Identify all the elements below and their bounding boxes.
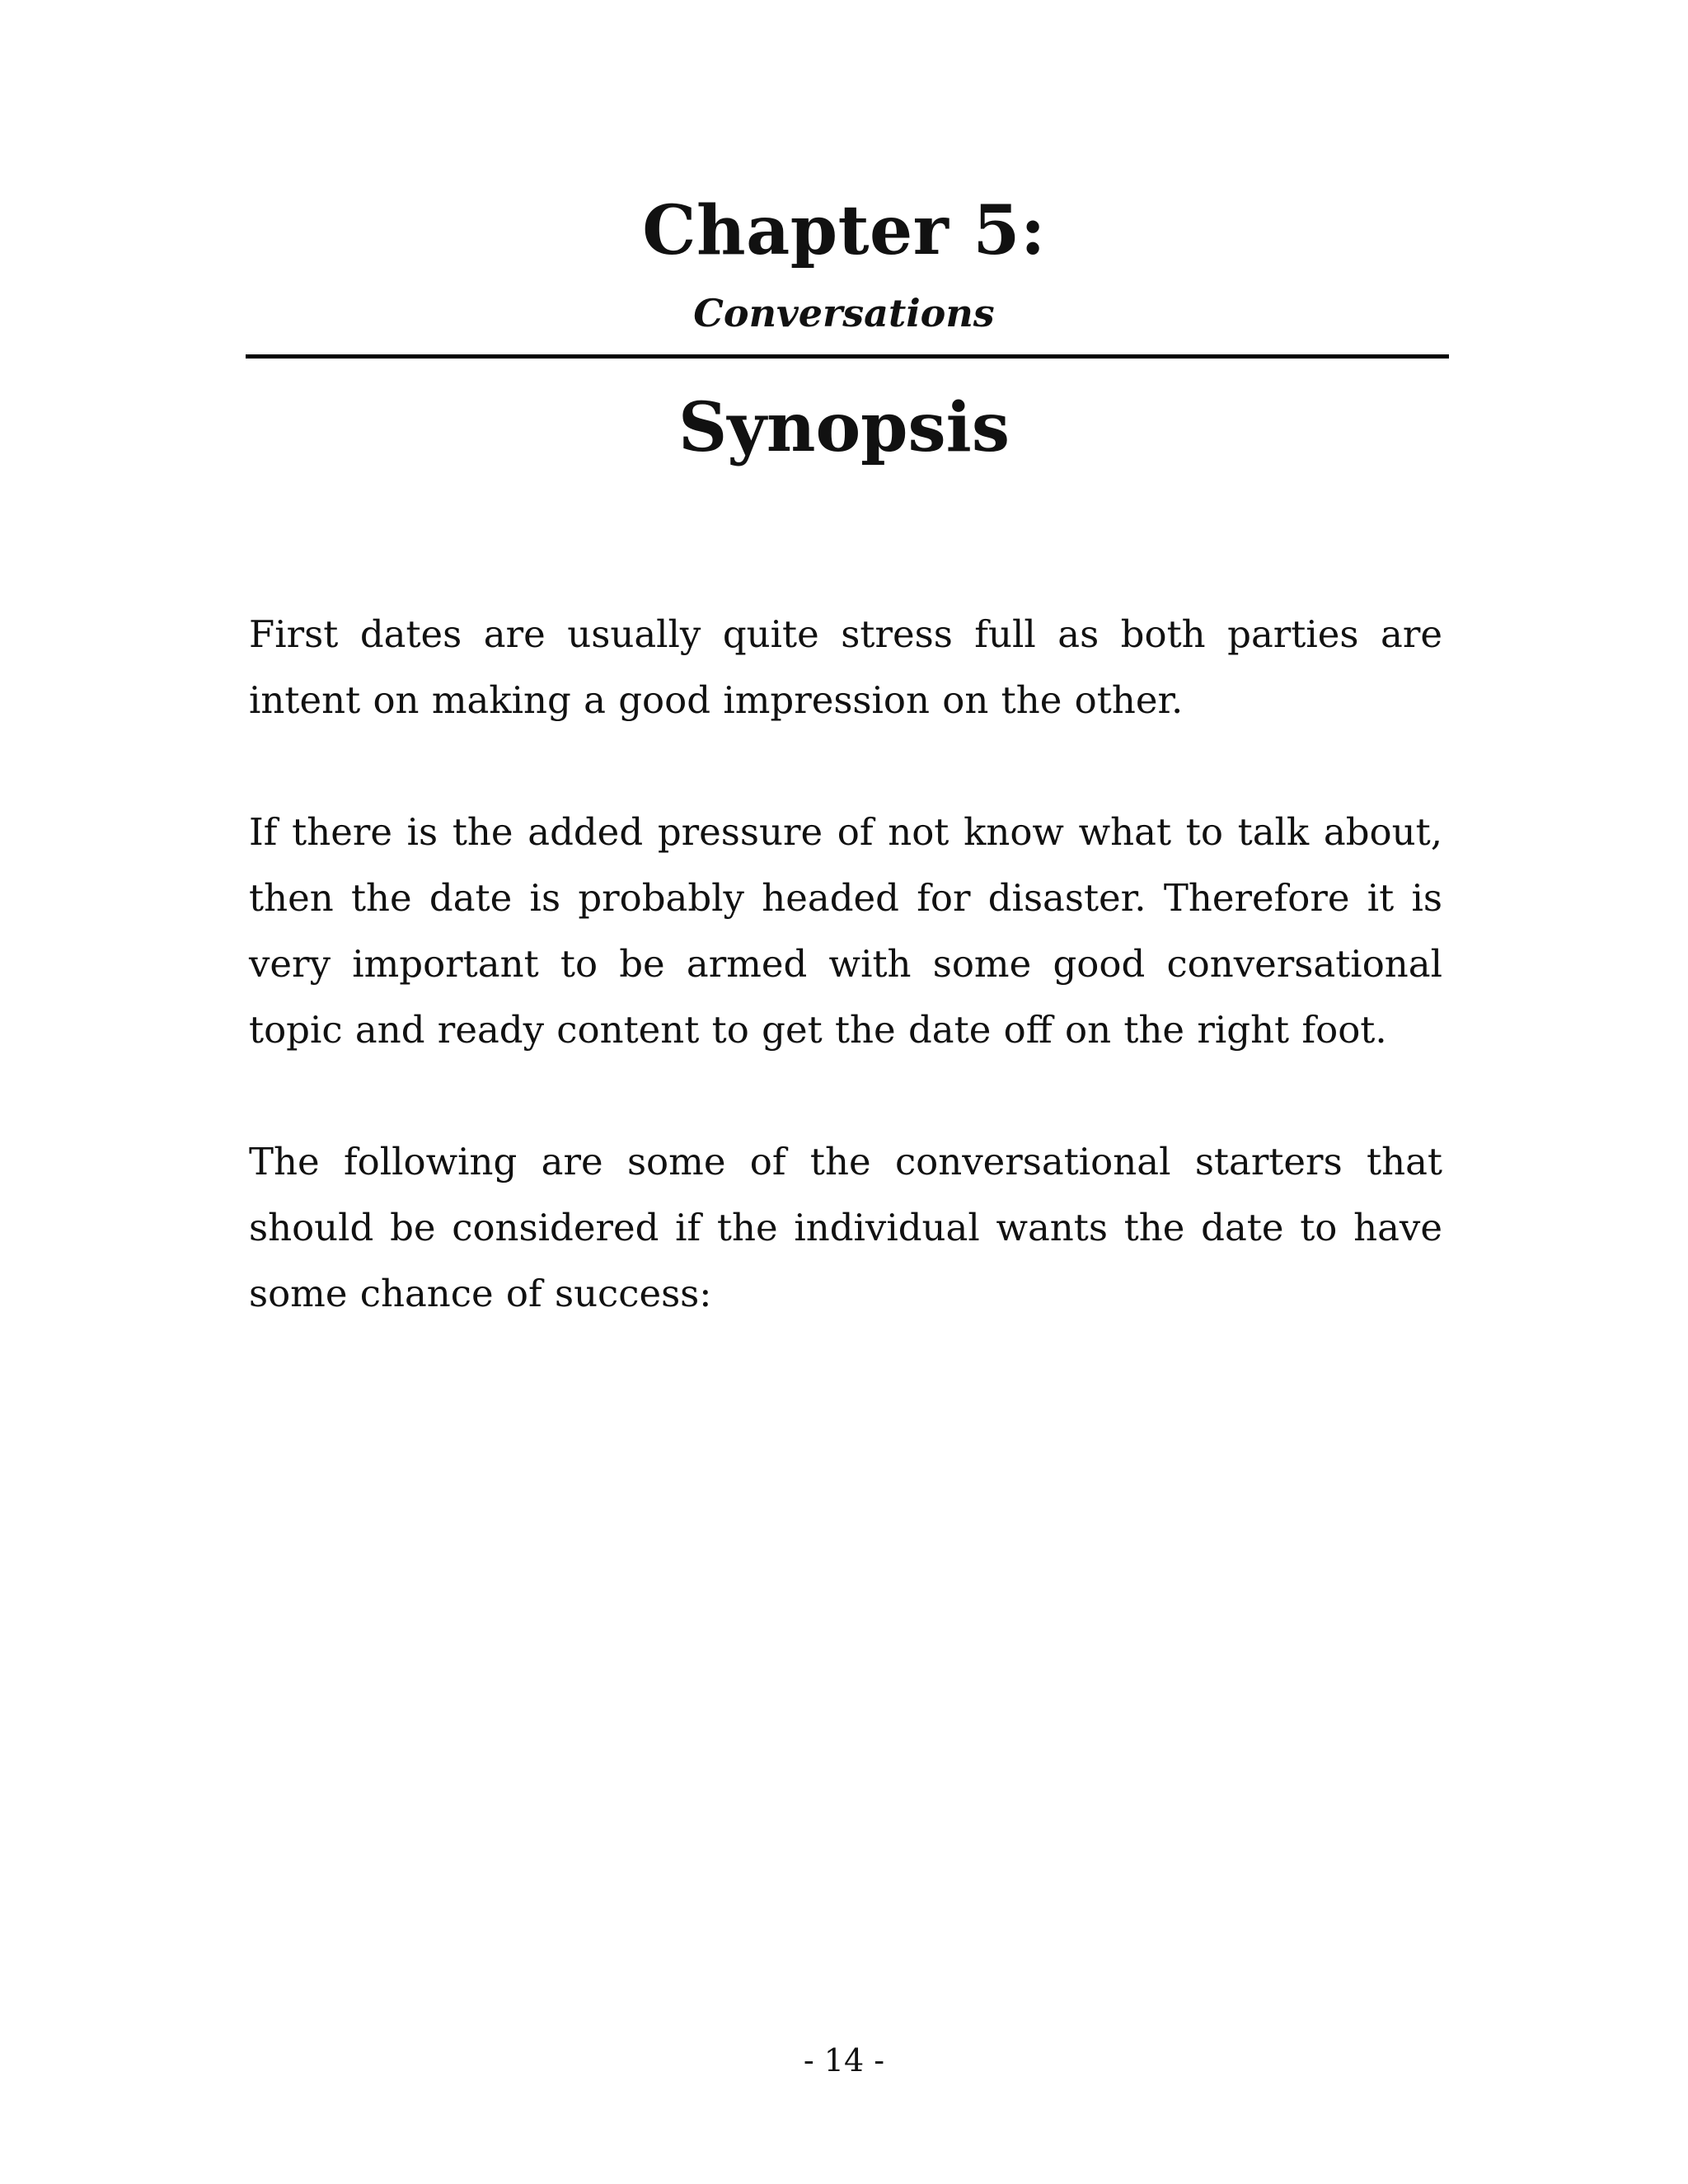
paragraph: If there is the added pressure of not know what to talk about, then the date is probably headed for disaster. Therefore it is very important to be armed with some good conversational topic and ready content to get the date off on the right foot. xyxy=(249,810,1442,1052)
section-heading: Synopsis xyxy=(678,388,1010,467)
body-text xyxy=(249,602,1442,1393)
chapter-title: Chapter 5: xyxy=(642,191,1046,270)
paragraph: First dates are usually quite stress full as both parties are intent on making a good impression on the other. xyxy=(249,612,1442,722)
chapter-subtitle: Conversations xyxy=(693,291,995,335)
horizontal-divider xyxy=(246,354,1449,359)
paragraph: The following are some of the conversational starters that should be considered if the individual wants the date to have some chance of success: xyxy=(249,1140,1442,1315)
page-number: - 14 - xyxy=(803,2042,885,2079)
